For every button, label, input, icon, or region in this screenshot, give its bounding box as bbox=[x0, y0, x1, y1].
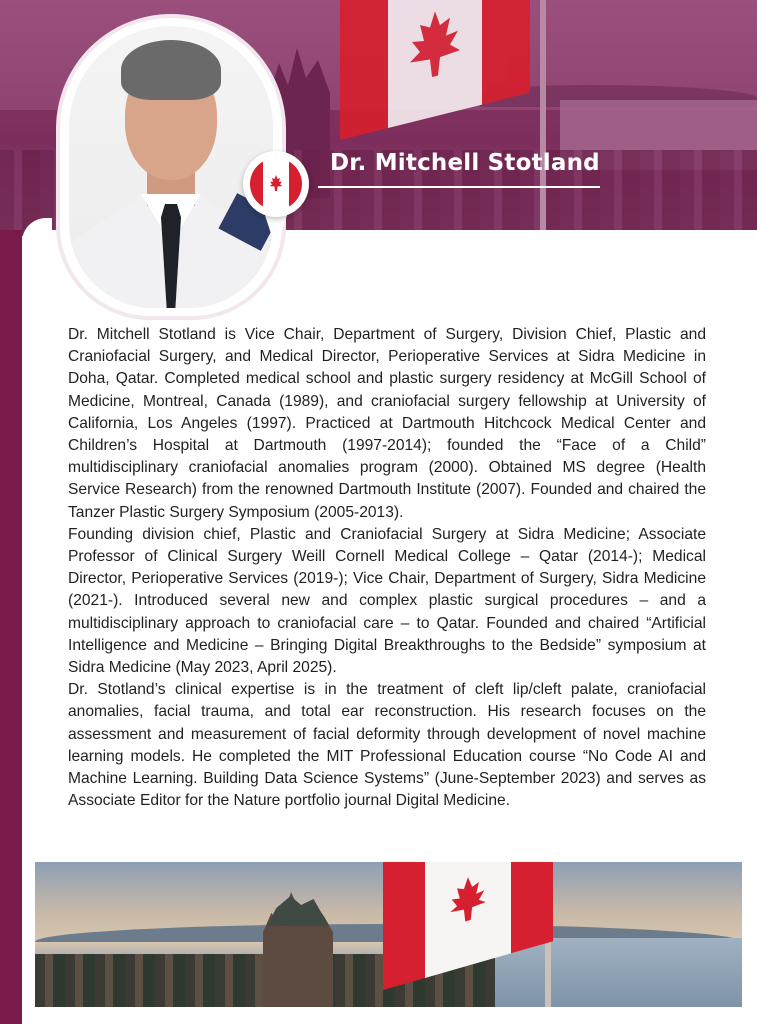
flag-pin-circle bbox=[243, 151, 309, 217]
biography bbox=[68, 324, 706, 812]
footer-chateau-roof bbox=[267, 896, 329, 926]
left-accent-stripe bbox=[0, 230, 22, 1024]
name-underline bbox=[318, 186, 600, 188]
doctor-name: Dr. Mitchell Stotland bbox=[330, 150, 600, 176]
bio-paragraph: Dr. Stotland’s clinical expertise is in the treatment of cleft lip/cleft palate, craniofacial anomalies, facial trauma, and total ear reconstruction. His research focuses on the assessment and measurement of facial deformity through development of novel machine learning models. He completed the MIT Professional Education course “No Code AI and Machine Learning. Building Data Science Systems” (June-September 2023) and serves as Associate Editor for the Nature portfolio journal Digital Medicine. bbox=[68, 681, 706, 810]
bio-paragraph: Dr. Mitchell Stotland is Vice Chair, Department of Surgery, Division Chief, Plastic and Craniofacial Surgery, and Medical Director, Perioperative Services at Sidra Medicine in Doha, Qatar. Completed medical school and plastic surgery residency at McGill School of Medicine, Montreal, Canada (1989), and craniofacial surgery fellowship at University of California, Los Angeles (1997). Practiced at Dartmouth Hitchcock Medical Center and Children’s Hospital at Dartmouth (1997-2014); founded the “Face of a Child” multidisciplinary craniofacial anomalies program (2000). Obtained MS degree (Health Service Research) from the renowned Dartmouth Institute (2007). Founded and chaired the Tanzer Plastic Surgery Symposium (2005-2013). bbox=[68, 326, 706, 521]
bio-paragraph: Founding division chief, Plastic and Craniofacial Surgery at Sidra Medicine; Associate Professor of Clinical Surgery Weill Cornell Medical College – Qatar (2014-); Medical Director, Perioperative Services (2019-); Vice Chair, Department of Surgery, Sidra Medicine (2021-). Introduced several new and complex plastic surgical procedures – and a multidisciplinary approach to craniofacial care – to Qatar. Founded and chaired “Artificial Intelligence and Medicine – Bringing Digital Breakthroughs to the Bedside” symposium at Sidra Medicine (May 2023, April 2025). bbox=[68, 525, 706, 677]
footer-photo bbox=[35, 862, 742, 1007]
flag-pin bbox=[243, 151, 309, 251]
canada-flag-icon bbox=[250, 158, 302, 210]
banner-flag-pole bbox=[540, 0, 546, 236]
banner-canada-flag-icon bbox=[340, 0, 530, 140]
portrait-hair bbox=[121, 40, 221, 100]
